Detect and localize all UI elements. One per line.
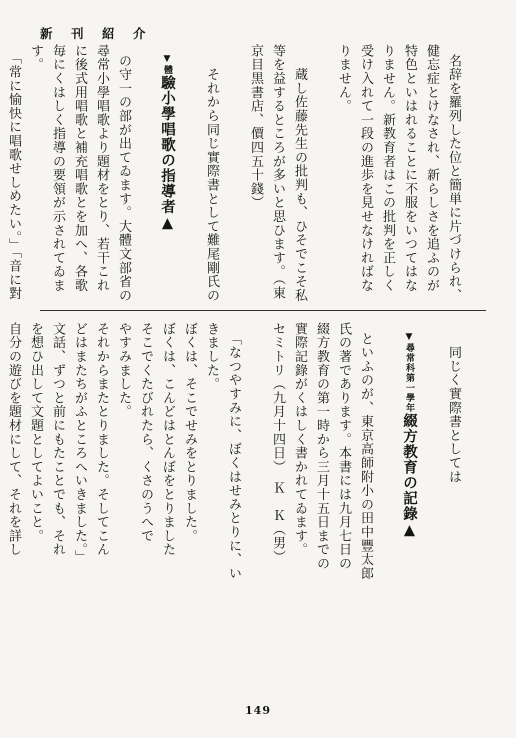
text-line: の守一の部が出てゐます。大體文部省の — [116, 53, 131, 303]
text-line: 自分の遊びを題材にして、それを詳し — [6, 322, 21, 557]
text-line: す。 — [28, 44, 43, 72]
text-line: りません。 — [336, 44, 351, 113]
section-divider — [40, 310, 486, 311]
text-line: 受け入れて一段の進歩を見せなければな — [358, 44, 373, 293]
text-line: やすみました。 — [116, 322, 131, 419]
choka-heading-prefix: ▼體 — [162, 53, 172, 75]
top-paragraph-c — [204, 54, 219, 302]
text-line: 毎にくはしく指導の要領が示されてゐま — [50, 44, 65, 293]
text-line: りません。新教育者はこの批判を正しく — [380, 44, 395, 293]
text-line: ぼくは、そこでせみをとりました。 — [182, 322, 197, 543]
top-paragraph-a — [336, 44, 461, 302]
text-line: それから同じ實際書として難尾剛氏の — [204, 67, 219, 303]
choka-heading-title: 驗小學唱歌の指導者▲ — [159, 74, 176, 233]
bottom-paragraph-c — [0, 322, 241, 592]
text-line: を想ひ出して文題としてよいこと。 — [28, 322, 43, 543]
text-line: 健忘症とけなされ、新らしさを追ふのが — [424, 44, 439, 293]
text-line: といふのが、東京高師附小の田中豐太郎 — [358, 331, 373, 581]
tsuzurikata-heading — [401, 332, 418, 540]
page-header: 新 刊 紹 介 — [40, 26, 149, 41]
page-number: 149 — [245, 704, 271, 717]
text-line: 等を益するところが多いと思ひます。（東 — [270, 44, 285, 300]
text-line: に後式用唱歌と補充唱歌とを加へ、各歌 — [72, 44, 87, 293]
bottom-section — [6, 322, 486, 694]
text-line: 文話、ずつと前にもたことでも、それ — [50, 322, 65, 557]
bottom-paragraph-a — [446, 332, 461, 484]
text-line: 氏の著であります。本書には九月七日の — [336, 322, 351, 571]
text-line: そこでくたびれたら、くさのうへで — [138, 322, 153, 543]
text-line: 同じく實際書としては — [446, 345, 461, 484]
text-line: ぼくは、こんどはとんぼをとりました — [160, 322, 175, 557]
tsuzurikata-heading-title: 綴方教育の記錄▲ — [401, 412, 418, 540]
text-line: きました。 — [204, 322, 219, 391]
text-line: 「常に愉快に唱歌せしめたい。」「音に對 — [6, 57, 21, 301]
text-line: どはまたちがふところへいきました。」 — [72, 322, 87, 564]
text-line: 實際記錄がくはしく書かれてゐます。 — [292, 322, 307, 557]
text-line: 綴方教育の第一時から三月十五日までの — [314, 322, 329, 571]
text-line: 蔵し佐藤先生の批判も、ひそでこそ私 — [292, 67, 307, 303]
text-line: 京目黒書店、價四五十錢） — [248, 44, 263, 210]
text-line: セミトリ（九月十四日） Ｋ Ｋ（男） — [270, 322, 285, 564]
text-line: 名辞を羅列した位と簡単に片づけられ、 — [446, 53, 461, 303]
top-paragraph-b — [248, 44, 307, 302]
top-section — [6, 44, 486, 303]
choka-heading — [159, 54, 176, 233]
text-line: それからまたとりました。そしてこん — [94, 322, 109, 557]
top-paragraph-d — [0, 44, 131, 302]
text-line: 「なつやすみに、ぼくはせみとりに、い — [226, 331, 241, 581]
bottom-paragraph-b — [270, 322, 373, 580]
text-line: 特色といはれることに不服をいつてはな — [402, 44, 417, 293]
tsuzurikata-heading-prefix: ▼尋常科第一學年 — [404, 331, 414, 413]
text-line: 尋常小學唱歌より題材をとり、若干これ — [94, 44, 109, 293]
